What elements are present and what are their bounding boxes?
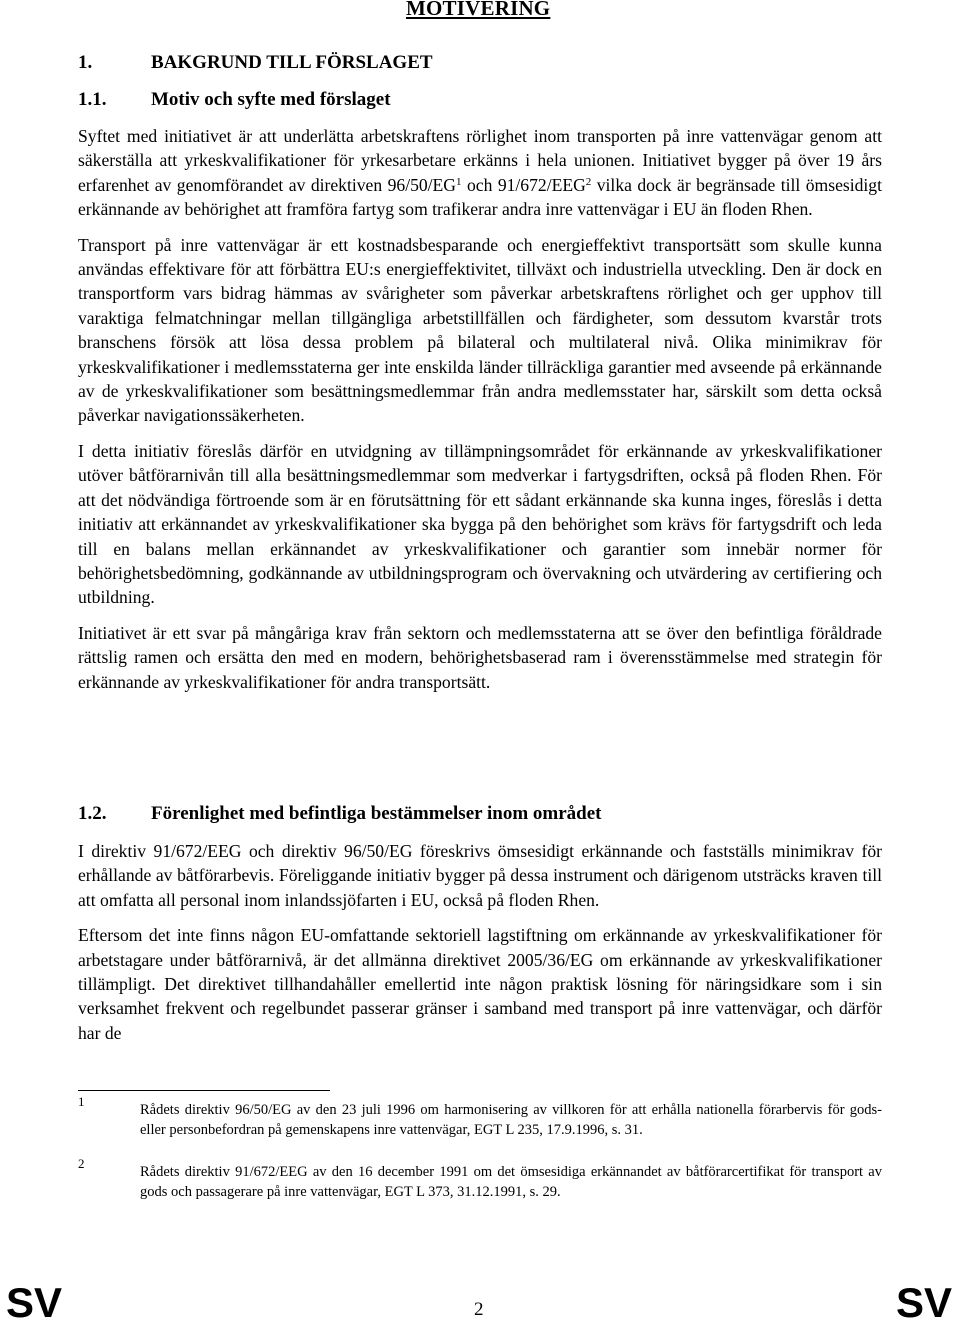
paragraph-purpose: Syftet med initiativet är att underlätta arbetskraftens rörlighet inom transporten på inre vattenvägar genom att säkerställa att yrkeskvalifikationer för yrkesarbetare erkänns i hela unionen. Initiativet bygger på över 19 års erfarenhet av genomförandet av direktiven $96/50/EG^1$ och 91/672/EEG$^2$ vilka dock är begränsade till ömsesidigt erkännande av behörighet att framföra fartyg som trafikerar andra inre vattenvägar i EU än floden Rhen. <box>78 126 882 220</box>
footnote-ref-2[interactable]: 2 <box>585 175 592 188</box>
paragraph-transport: Transport på inre vattenvägar är ett kostnadsbesparande och energieffektivt transportsätt som skulle kunna användas effektivare för att förbättra EU:s energieffektivitet, tillväxt och industriella utveckling. Den är dock en transportform vars bidrag hämmas av svårigheter som påverkar arbetskraftens rörlighet och ger upphov till varaktiga felmatchningar mellan tillgängliga arbetstillfällen och färdigheter, som dessutom kvarstår trots branschens försök att lösa dessa problem på bilateral och multilateral nivå. Olika minimikrav för yrkeskvalifikationer i medlemsstaterna ger inte enskilda länder tillräckliga garantier med avseende på erkännande av de yrkeskvalifikationer som besättningsmedlemmar från andra medlemsstater har, särskilt som detta också påverkar navigationssäkerheten. <box>78 234 882 426</box>
section-1-1-body <box>78 124 882 705</box>
section-1-2-number: 1.2. <box>78 803 107 824</box>
paragraph-initiative: I detta initiativ föreslås därför en utvidgning av tillämpningsområdet för erkännande av yrkeskvalifikationer utöver båtförarnivån till alla besättningsmedlemmar som medverkar i fartygsdriften, också på floden Rhen. För att det nödvändiga förtroende som är en förutsättning för ett sådant erkännande ska kunna inges, föreslås i detta initiativ att erkännandet av yrkeskvalifikationer ska bygga på den behörighet som krävs för fartygsdrift och leda till en balans mellan erkännandet av yrkeskvalifikationer och garantier som innebär normer för behörighetsbedömning, godkännande av utbildningsprogram och övervakning och utvärdering av certifiering och utbildning. <box>78 440 882 608</box>
footnote-1 <box>78 1094 882 1140</box>
language-code-right: SV <box>895 1279 952 1326</box>
footnote-2-number: 2 <box>78 1156 85 1171</box>
document-heading: MOTIVERING <box>406 0 551 20</box>
footnote-separator <box>78 1090 330 1091</box>
footnote-2-text: Rådets direktiv 91/672/EEG av den 16 december 1991 om det ömsesidiga erkännandet av båtförarcertifikat för transport av gods och passagerare på inre vattenvägar, EGT L 373, 31.12.1991, s. 29. <box>140 1164 882 1200</box>
section-1-title: BAKGRUND TILL FÖRSLAGET <box>151 52 433 73</box>
section-1-2-title: Förenlighet med befintliga bestämmelser inom området <box>151 803 602 824</box>
section-1-2-heading <box>78 803 601 825</box>
section-1-2-body <box>78 839 882 1056</box>
footnote-ref-1[interactable]: 1 <box>456 175 462 188</box>
paragraph-directives: I direktiv 91/672/EEG och direktiv 96/50/EG föreskrivs ömsesidigt erkännande och fastställs minimikrav för erhållande av båtförarbevis. Föreliggande initiativ bygger på dessa instrument och därigenom utsträcks kraven till att omfatta all personal inom inlandssjöfarten i EU, också på floden Rhen. <box>78 841 882 910</box>
section-1-1-number: 1.1. <box>78 89 107 110</box>
paragraph-response: Initiativet är ett svar på mångåriga krav från sektorn och medlemsstaterna att se över den befintliga föråldrade rättslig ramen och ersätta den med en modern, behörighetsbaserad ram i överensstämmelse med strategin för erkännande av yrkeskvalifikationer för andra transportsätt. <box>78 622 882 692</box>
section-1-number: 1. <box>78 52 93 73</box>
footnote-1-text: Rådets direktiv 96/50/EG av den 23 juli 1996 om harmonisering av villkoren för att erhålla nationella förarbervis för gods- eller personbefordran på gemenskapens inre vattenvägar, EGT L 235, 17.9.1996, s. 31. <box>140 1102 882 1138</box>
section-1-1-title: Motiv och syfte med förslaget <box>151 89 391 110</box>
paragraph-general-directive: Eftersom det inte finns någon EU-omfattande sektoriell lagstiftning om erkännande av yrkeskvalifikationer för arbetstagare under båtförarnivå, är det allmänna direktivet 2005/36/EG om erkännande av yrkeskvalifikationer tillämpligt. Det direktivet tillhandahåller emellertid inte någon praktisk lösning för näringsidkare som i sin verksamhet frekvent och regelbundet passerar gränser i samband med transport på inre vattenvägar, och därför har de <box>78 925 882 1043</box>
page-number: 2 <box>474 1299 484 1320</box>
footnote-2 <box>78 1156 882 1202</box>
section-1-1-heading <box>78 89 391 111</box>
section-1-heading <box>78 52 433 74</box>
language-code-left: SV <box>6 1279 63 1326</box>
footnote-1-number: 1 <box>78 1094 85 1109</box>
